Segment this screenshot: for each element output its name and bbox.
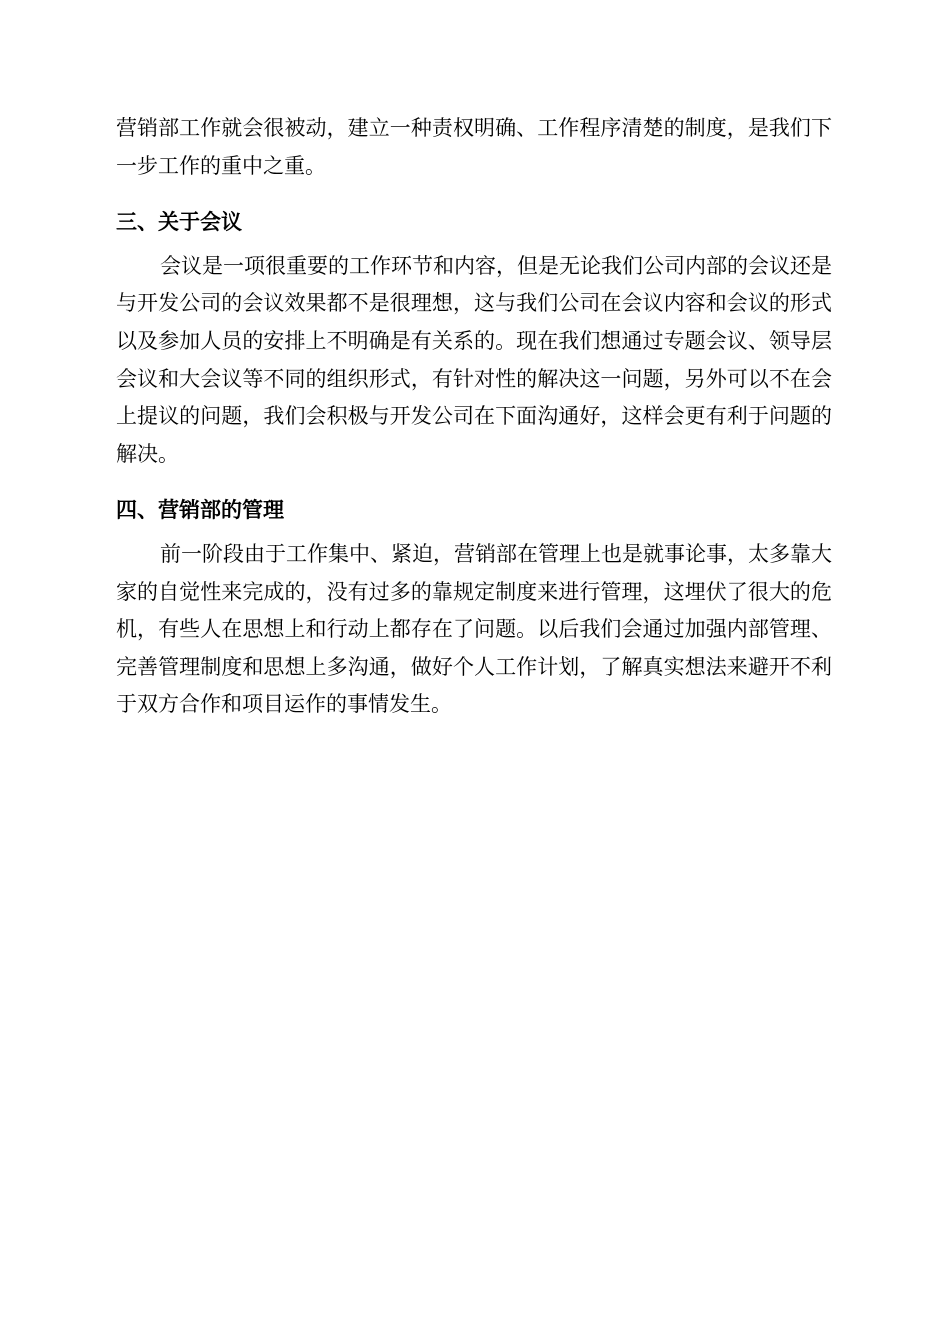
paragraph-meetings: 会议是一项很重要的工作环节和内容，但是无论我们公司内部的会议还是与开发公司的会议效果都不是很理想，这与我们公司在会议内容和会议的形式以及参加人员的安排上不明确是有关系的。现在我们想通过专题会议、领导层会议和大会议等不同的组织形式，有针对性的解决这一问题，另外可以不在会上提议的问题，我们会积极与开发公司在下面沟通好，这样会更有利于问题的解决。: [116, 253, 832, 466]
section-heading-marketing-management: 四、营销部的管理: [116, 498, 284, 523]
section-heading-meetings: 三、关于会议: [116, 210, 242, 235]
paragraph-continuation: 营销部工作就会很被动，建立一种责权明确、工作程序清楚的制度，是我们下一步工作的重中之重。: [116, 116, 832, 178]
paragraph-marketing-management: 前一阶段由于工作集中、紧迫，营销部在管理上也是就事论事，太多靠大家的自觉性来完成的，没有过多的靠规定制度来进行管理，这埋伏了很大的危机，有些人在思想上和行动上都存在了问题。以后我们会通过加强内部管理、完善管理制度和思想上多沟通，做好个人工作计划，了解真实想法来避开不利于双方合作和项目运作的事情发生。: [116, 541, 832, 717]
document-page: [116, 110, 832, 724]
